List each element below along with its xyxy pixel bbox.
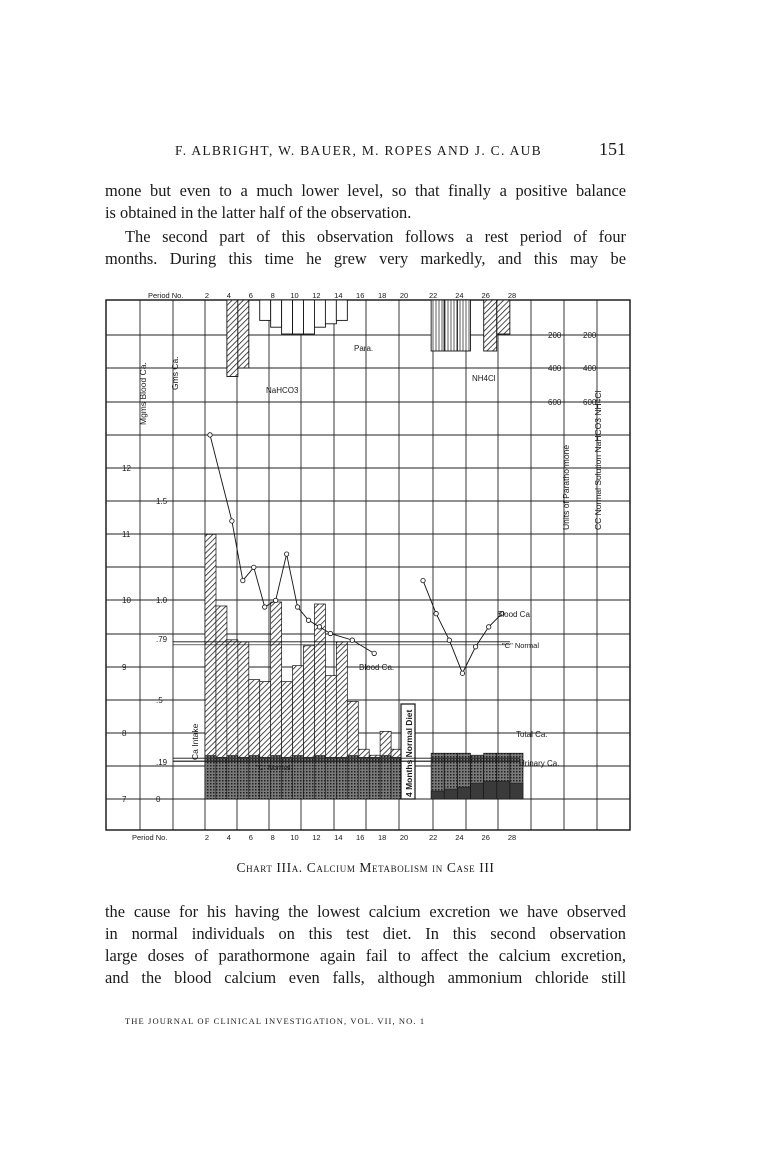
blood-ca-point bbox=[434, 611, 438, 615]
blood-ca-point bbox=[372, 651, 376, 655]
period-tick-label-bottom: 16 bbox=[356, 833, 365, 842]
paragraph-2 bbox=[105, 226, 626, 270]
blood-ca-tick-label: 7 bbox=[122, 795, 127, 804]
journal-footer: THE JOURNAL OF CLINICAL INVESTIGATION, VOL. VII, NO. 1 bbox=[125, 1016, 426, 1026]
parathormone-bar bbox=[457, 300, 470, 351]
nahco3-axis-label: CC Normal Solution NaHCO3 NH4Cl bbox=[593, 390, 603, 530]
period-tick-label-bottom: 18 bbox=[377, 833, 387, 842]
period-tick-label-bottom: 8 bbox=[270, 833, 275, 842]
blood-ca-point bbox=[317, 625, 321, 629]
four-months-label: 4 Months Normal Diet bbox=[404, 709, 414, 797]
urinary-ca-bar bbox=[369, 757, 380, 799]
period-tick-label-top: 22 bbox=[428, 291, 438, 300]
urinary-ca-bar bbox=[238, 757, 249, 799]
urinary-ca-bar bbox=[497, 781, 510, 799]
blood-ca-mid-annotation: Blood Ca. bbox=[359, 663, 395, 672]
calcium-chart bbox=[0, 285, 767, 855]
period-tick-label-top: 16 bbox=[356, 291, 365, 300]
gms-ca-axis-label: Gms Ca. bbox=[170, 356, 180, 390]
parathormone-bar bbox=[314, 300, 325, 327]
nahco3-bar bbox=[238, 300, 249, 368]
period-tick-label-top: 10 bbox=[290, 291, 299, 300]
gms-ca-tick-label: .19 bbox=[156, 758, 168, 767]
blood-ca-point bbox=[208, 433, 212, 437]
blood-ca-point bbox=[263, 605, 267, 609]
period-tick-label-top: 12 bbox=[312, 291, 321, 300]
period-tick-label-top: 2 bbox=[204, 291, 210, 300]
text-line: The second part of this observation follows a rest period of four bbox=[125, 227, 626, 246]
parathormone-bar bbox=[271, 300, 282, 327]
text-line: months. During this time he grew very markedly, and this may be bbox=[105, 249, 626, 268]
blood-ca-point bbox=[295, 605, 299, 609]
period-tick-label-top: 6 bbox=[248, 291, 253, 300]
blood-ca-point bbox=[447, 638, 451, 642]
urinary-ca-bar bbox=[457, 787, 470, 799]
period-tick-label-top: 20 bbox=[399, 291, 409, 300]
period-tick-label-bottom: 4 bbox=[226, 833, 231, 842]
blood-ca-tick-label: 12 bbox=[122, 464, 131, 473]
blood-ca-point bbox=[350, 638, 354, 642]
urinary-ca-bar bbox=[325, 757, 336, 799]
period-tick-label-top: 18 bbox=[377, 291, 387, 300]
text-line: and the blood calcium even falls, although ammonium chloride still bbox=[105, 968, 626, 987]
urinary-ca-bar bbox=[216, 757, 227, 799]
gms-ca-tick-label: .5 bbox=[156, 696, 163, 705]
period-tick-label-bottom: 26 bbox=[481, 833, 490, 842]
text-line: the cause for his having the lowest calcium excretion we have observed bbox=[105, 902, 626, 921]
blood-ca-axis-label: Mgms Blood Ca. bbox=[138, 362, 148, 425]
urinary-ca-bar bbox=[304, 757, 315, 799]
nh4cl-bar bbox=[484, 300, 497, 351]
period-tick-label-bottom: 14 bbox=[334, 833, 343, 842]
period-tick-label-bottom: 20 bbox=[399, 833, 409, 842]
normal-annotation: "C" Normal bbox=[256, 765, 291, 772]
parathormone-bar bbox=[282, 300, 293, 334]
blood-ca-point bbox=[306, 618, 310, 622]
period-tick-label-bottom: 12 bbox=[312, 833, 321, 842]
nahco3-tick-label: 200 bbox=[583, 331, 597, 340]
blood-ca-point bbox=[230, 519, 234, 523]
urinary-ca-bar bbox=[336, 757, 347, 799]
urinary-ca-bar bbox=[358, 757, 369, 799]
period-label-bottom: Period No. bbox=[132, 833, 168, 842]
blood-ca-point bbox=[252, 565, 256, 569]
blood-ca-point bbox=[273, 598, 277, 602]
text-line: large doses of parathormone again fail to affect the calcium excretion, bbox=[105, 946, 626, 965]
blood-ca-tick-label: 8 bbox=[122, 729, 127, 738]
blood-ca-point bbox=[328, 631, 332, 635]
blood-ca-tick-label: 11 bbox=[122, 530, 131, 539]
gms-ca-tick-label: 0 bbox=[156, 795, 161, 804]
blood-ca-annotation: Blood Ca. bbox=[497, 610, 533, 619]
nh4cl-bar bbox=[497, 300, 510, 334]
c-normal-annotation: "C" Normal bbox=[502, 641, 539, 650]
nahco3-annotation: NaHCO3 bbox=[266, 386, 299, 395]
nahco3-bar bbox=[227, 300, 238, 377]
nahco3-tick-label: 400 bbox=[583, 364, 597, 373]
period-tick-label-bottom: 22 bbox=[428, 833, 438, 842]
parathormone-bar bbox=[325, 300, 336, 324]
blood-ca-tick-label: 9 bbox=[122, 663, 127, 672]
parathormone-bar bbox=[336, 300, 347, 320]
paragraph-1 bbox=[105, 180, 626, 224]
gms-ca-tick-label: 1.5 bbox=[156, 497, 168, 506]
parathormone-bar bbox=[304, 300, 315, 334]
urinary-ca-bar bbox=[282, 757, 293, 799]
parathormone-tick-label: 600 bbox=[548, 398, 562, 407]
period-tick-label-top: 8 bbox=[270, 291, 275, 300]
parathormone-bar bbox=[260, 300, 271, 320]
period-tick-label-bottom: 24 bbox=[455, 833, 464, 842]
text-line: mone but even to a much lower level, so that finally a positive balance bbox=[105, 181, 626, 200]
urinary-ca-bar bbox=[260, 757, 271, 799]
urinary-ca-bar bbox=[484, 781, 497, 799]
text-line: is obtained in the latter half of the observation. bbox=[105, 203, 412, 222]
gms-ca-tick-label: 1.0 bbox=[156, 596, 168, 605]
period-label-top: Period No. bbox=[148, 291, 184, 300]
page-number: 151 bbox=[599, 139, 626, 159]
blood-ca-point bbox=[473, 645, 477, 649]
blood-ca-point bbox=[284, 552, 288, 556]
urinary-ca-bar bbox=[431, 791, 444, 799]
paragraph-3 bbox=[105, 901, 626, 989]
period-tick-label-top: 4 bbox=[226, 291, 231, 300]
text-line: in normal individuals on this test diet. In this second observation bbox=[105, 924, 626, 943]
urinary-ca-bar bbox=[510, 783, 523, 799]
urinary-ca-bar bbox=[444, 789, 457, 799]
blood-ca-point bbox=[460, 671, 464, 675]
blood-ca-tick-label: 10 bbox=[122, 596, 131, 605]
parathormone-tick-label: 200 bbox=[548, 331, 562, 340]
parathormone-bar bbox=[293, 300, 304, 334]
ca-intake-label: Ca Intake bbox=[190, 723, 200, 760]
period-tick-label-bottom: 10 bbox=[290, 833, 299, 842]
para-annotation: Para. bbox=[354, 344, 374, 353]
period-tick-label-top: 26 bbox=[481, 291, 490, 300]
running-head bbox=[105, 139, 626, 161]
figure-caption: Chart IIIa. Calcium Metabolism in Case III bbox=[236, 860, 495, 875]
parathormone-tick-label: 400 bbox=[548, 364, 562, 373]
parathormone-bar bbox=[444, 300, 457, 351]
authors: F. ALBRIGHT, W. BAUER, M. ROPES AND J. C. AUB bbox=[175, 143, 542, 158]
urinary-ca-bar bbox=[471, 783, 484, 799]
period-tick-label-bottom: 6 bbox=[248, 833, 253, 842]
nahco3-tick-label: 600 bbox=[583, 398, 597, 407]
period-tick-label-bottom: 2 bbox=[204, 833, 210, 842]
parathormone-bar bbox=[431, 300, 444, 351]
urinary-ca-annotation: Urinary Ca. bbox=[519, 759, 560, 768]
period-tick-label-top: 14 bbox=[334, 291, 343, 300]
blood-ca-point bbox=[241, 578, 245, 582]
blood-ca-point bbox=[421, 578, 425, 582]
period-tick-label-top: 28 bbox=[507, 291, 517, 300]
parathormone-axis-label: Units of Parathormone bbox=[561, 444, 571, 530]
period-tick-label-bottom: 28 bbox=[507, 833, 517, 842]
blood-ca-point bbox=[487, 625, 491, 629]
gms-ca-tick-label: .79 bbox=[156, 635, 168, 644]
nh4cl-annotation: NH4Cl bbox=[472, 374, 496, 383]
period-tick-label-top: 24 bbox=[455, 291, 464, 300]
total-ca-annotation: Total Ca. bbox=[516, 730, 548, 739]
